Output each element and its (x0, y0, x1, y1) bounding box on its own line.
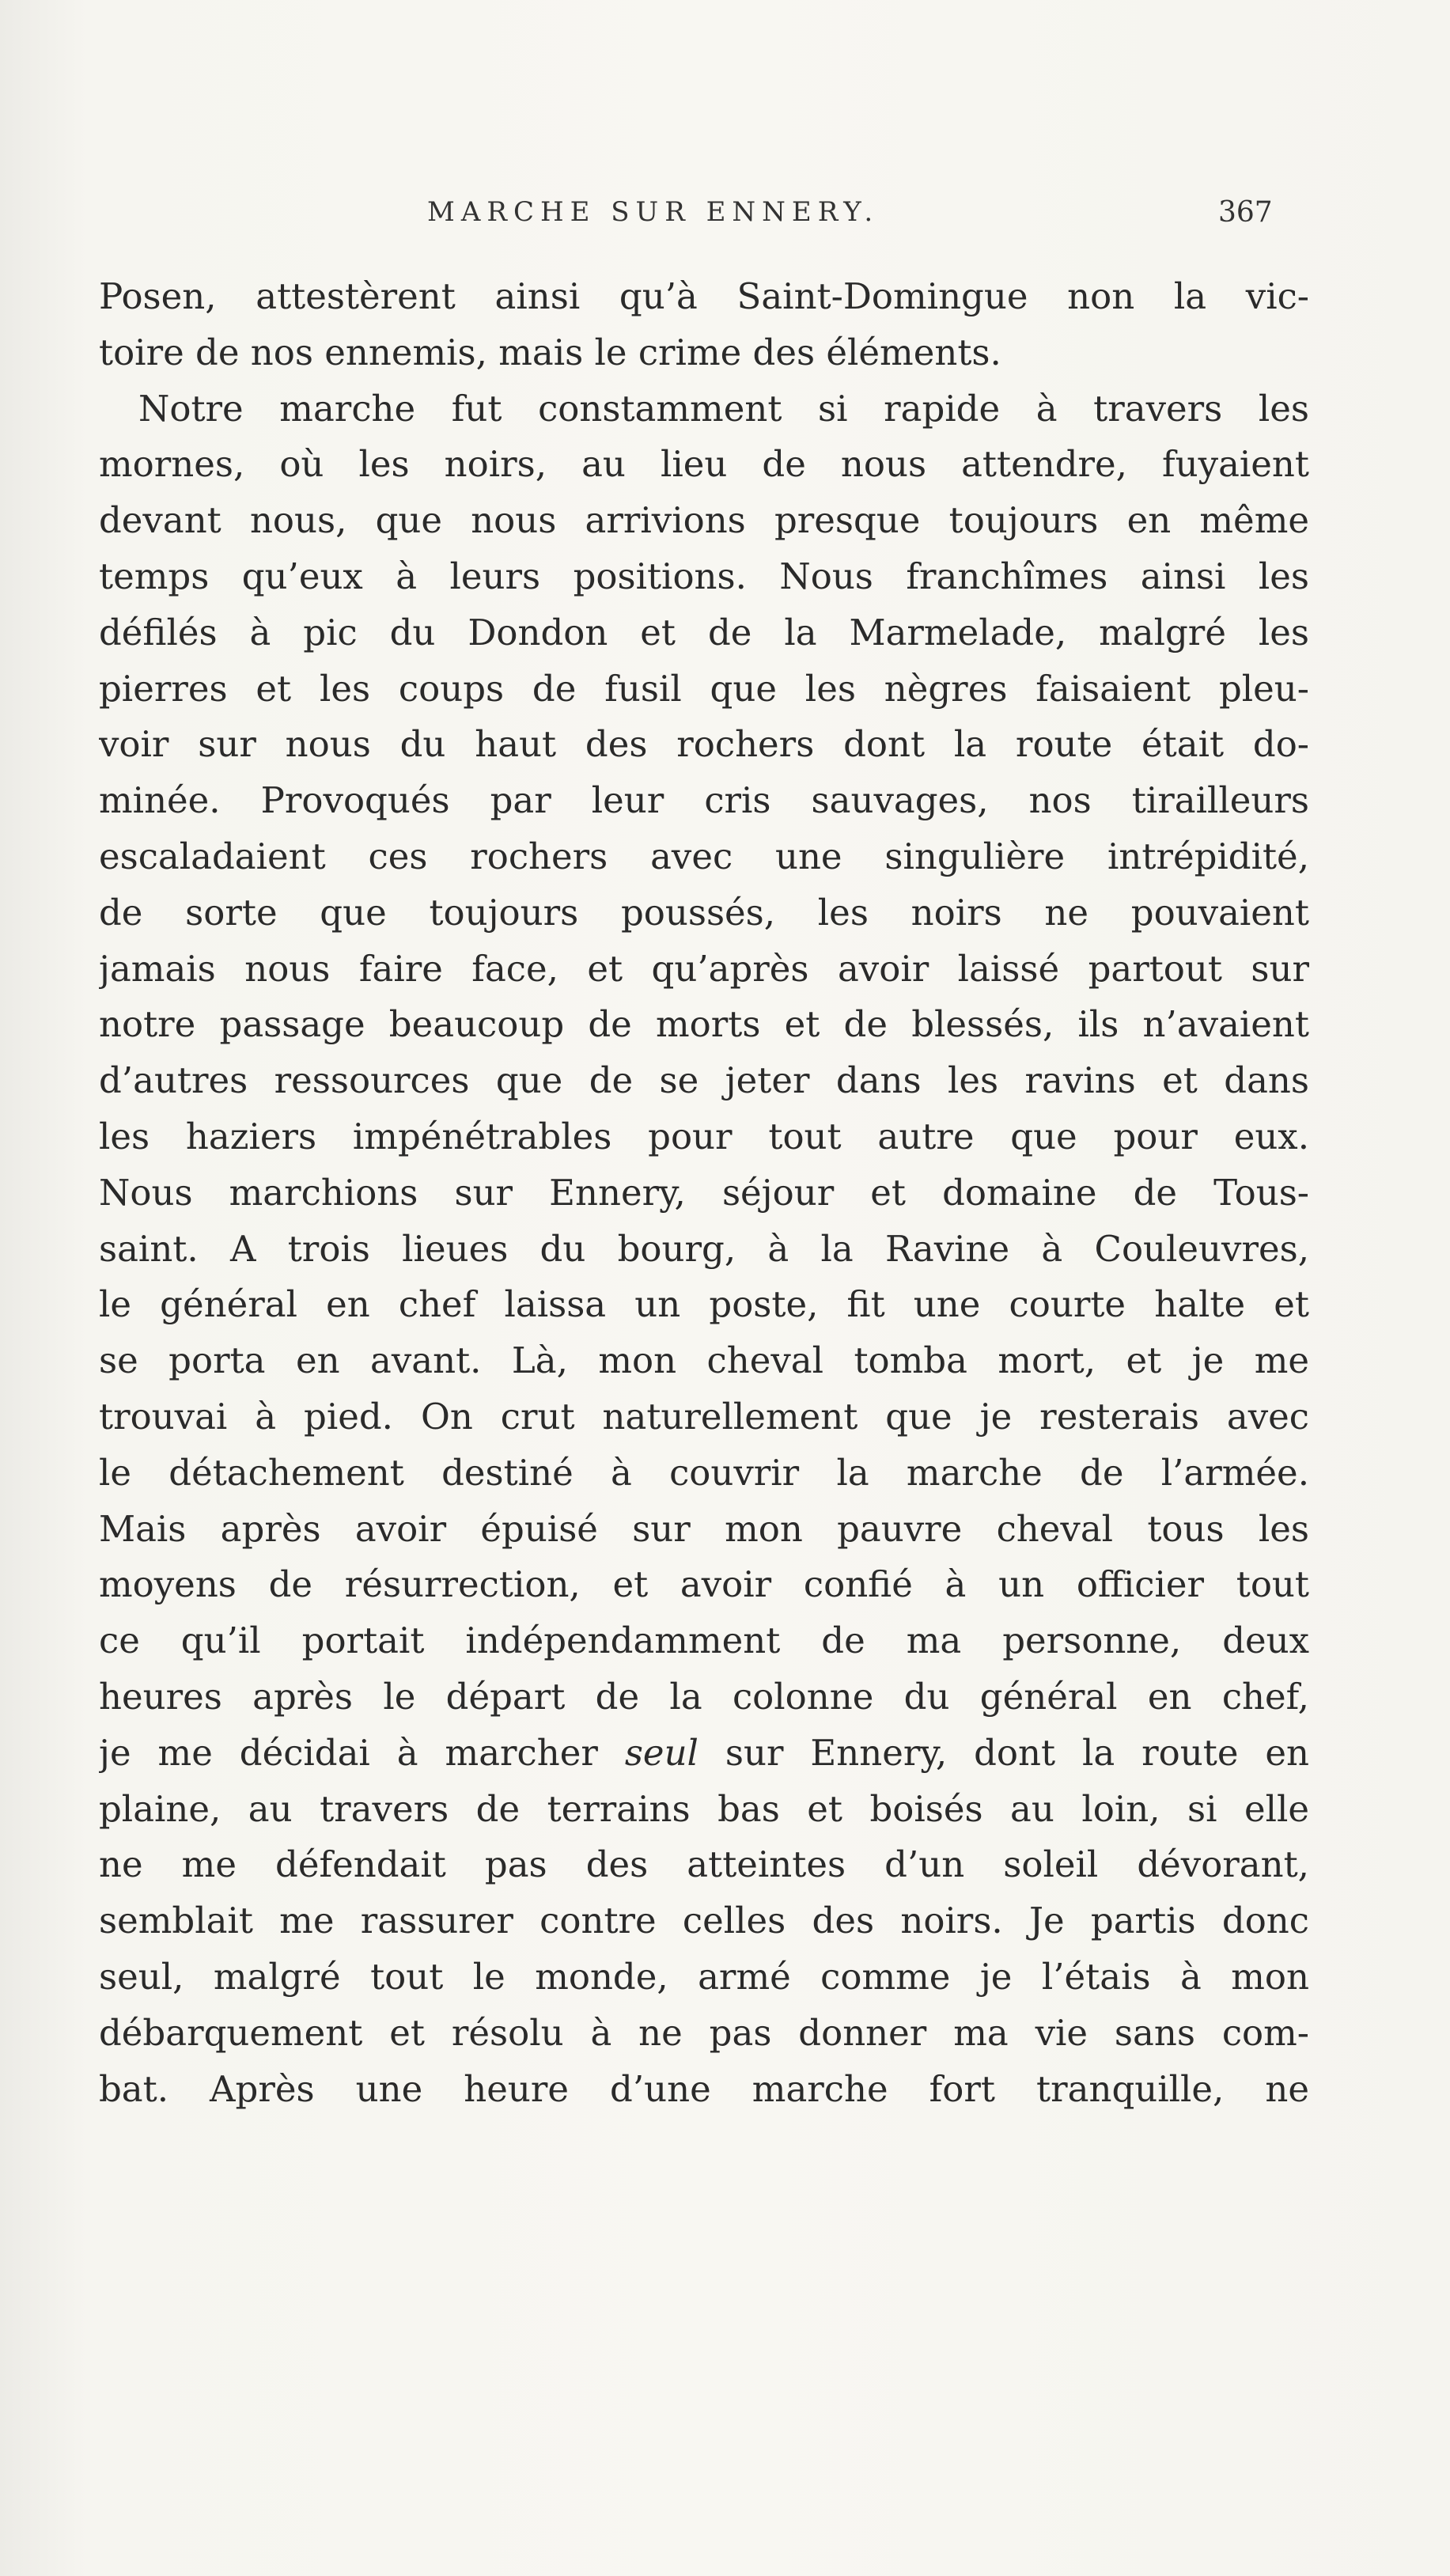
text-run: sur Ennery, dont la route en (725, 1731, 1309, 1774)
text-line: les haziers impénétrables pour tout autre que pour eux. (99, 1115, 1309, 1157)
text-line: notre passage beaucoup de morts et de blessés, ils n’avaient (99, 1003, 1309, 1046)
text-line: moyens de résurrection, et avoir confié à un officier tout (99, 1563, 1309, 1606)
text-line: semblait me rassurer contre celles des noirs. Je partis donc (99, 1900, 1309, 1942)
page-number: 367 (1218, 196, 1273, 229)
text-line: seul, malgré tout le monde, armé comme je l’étais à mon (99, 1955, 1309, 1998)
text-line-with-italic (99, 1726, 1309, 1782)
text-line: Posen, attestèrent ainsi qu’à Saint-Domingue non la vic- (99, 275, 1309, 317)
text-line: temps qu’eux à leurs positions. Nous franchîmes ainsi les (99, 555, 1309, 597)
text-line: le détachement destiné à couvrir la marche de l’armée. (99, 1451, 1309, 1494)
text-line: pierres et les coups de fusil que les nègres faisaient pleu- (99, 667, 1309, 710)
text-line: voir sur nous du haut des rochers dont la route était do- (99, 723, 1309, 766)
text-line: débarquement et résolu à ne pas donner ma vie sans com- (99, 2011, 1309, 2054)
page-header (0, 196, 1450, 236)
text-line: Notre marche fut constamment si rapide à travers les (138, 387, 1309, 430)
text-line: escaladaient ces rochers avec une singulière intrépidité, (99, 835, 1309, 877)
text-line: Nous marchions sur Ennery, séjour et domaine de Tous- (99, 1171, 1309, 1214)
text-line: bat. Après une heure d’une marche fort tranquille, ne (99, 2067, 1309, 2110)
text-line: trouvai à pied. On crut naturellement que je resterais avec (99, 1395, 1309, 1438)
text-line: devant nous, que nous arrivions presque toujours en même (99, 499, 1309, 542)
text-line: saint. A trois lieues du bourg, à la Ravine à Couleuvres, (99, 1227, 1309, 1270)
text-line: défilés à pic du Dondon et de la Marmelade, malgré les (99, 611, 1309, 653)
text-run: je me décidai à marcher (99, 1731, 598, 1774)
text-line: plaine, au travers de terrains bas et boisés au loin, si elle (99, 1787, 1309, 1830)
italic-word: seul (624, 1731, 698, 1774)
body-text (99, 269, 1309, 2117)
text-line: ne me défendait pas des atteintes d’un soleil dévorant, (99, 1843, 1309, 1886)
text-line: ce qu’il portait indépendamment de ma personne, deux (99, 1619, 1309, 1662)
running-title: MARCHE SUR ENNERY. (427, 196, 880, 228)
text-line: Mais après avoir épuisé sur mon pauvre cheval tous les (99, 1507, 1309, 1550)
text-line: se porta en avant. Là, mon cheval tomba mort, et je me (99, 1339, 1309, 1382)
text-line: le général en chef laissa un poste, fit une courte halte et (99, 1283, 1309, 1326)
text-line: mornes, où les noirs, au lieu de nous attendre, fuyaient (99, 443, 1309, 486)
text-line: heures après le départ de la colonne du général en chef, (99, 1675, 1309, 1718)
text-line: toire de nos ennemis, mais le crime des éléments. (99, 331, 1001, 373)
text-line: d’autres ressources que de se jeter dans les ravins et dans (99, 1059, 1309, 1102)
text-line: jamais nous faire face, et qu’après avoir laissé partout sur (99, 947, 1309, 990)
text-line: de sorte que toujours poussés, les noirs ne pouvaient (99, 891, 1309, 934)
text-line: minée. Provoqués par leur cris sauvages, nos tirailleurs (99, 779, 1309, 822)
